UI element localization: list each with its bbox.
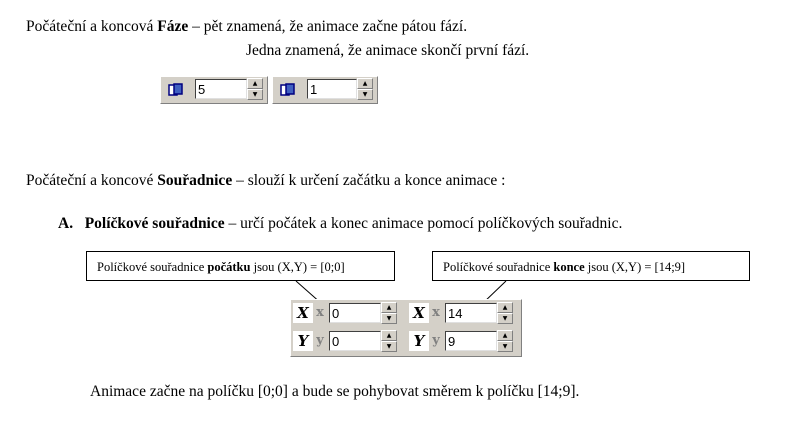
item-a-suffix: – určí počátek a konec animace pomocí políčkových souřadnic. xyxy=(224,215,623,232)
spin-up-icon[interactable]: ▲ xyxy=(357,78,373,89)
spin-down-icon[interactable]: ▼ xyxy=(381,341,397,352)
spin-up-icon[interactable]: ▲ xyxy=(247,78,263,89)
coords-text-suffix: – slouží k určení začátku a konce animace : xyxy=(232,172,506,189)
phase-description-line2: Jedna znamená, že animace skončí první fází. xyxy=(246,42,530,59)
callout-left-suffix: jsou (X,Y) = [0;0] xyxy=(250,260,345,274)
y-axis-small-label: y xyxy=(432,333,440,348)
end-x-input[interactable]: 14 xyxy=(445,303,497,323)
start-x-spinner[interactable] xyxy=(381,302,397,324)
callout-right-bold: konce xyxy=(553,260,585,274)
spin-up-icon[interactable]: ▲ xyxy=(381,330,397,341)
callout-right-prefix: Políčkové souřadnice xyxy=(443,260,554,274)
item-a-marker: A. xyxy=(58,215,74,232)
end-phase-input[interactable]: 1 xyxy=(307,79,357,99)
x-axis-small-label: x xyxy=(432,305,440,320)
spin-up-icon[interactable]: ▲ xyxy=(497,302,513,313)
phase-text-bold: Fáze xyxy=(157,18,189,35)
start-phase-input[interactable]: 5 xyxy=(195,79,247,99)
start-phase-spinner[interactable] xyxy=(247,78,263,100)
coords-text-bold: Souřadnice xyxy=(157,172,233,189)
end-phase-spinner[interactable] xyxy=(357,78,373,100)
callout-right-suffix: jsou (X,Y) = [14;9] xyxy=(584,260,686,274)
start-y-input[interactable]: 0 xyxy=(329,331,381,351)
phase-description xyxy=(26,18,467,36)
phase-text-suffix: – pět znamená, že animace začne pátou fází. xyxy=(188,18,468,35)
spin-down-icon[interactable]: ▼ xyxy=(381,313,397,324)
spin-down-icon[interactable]: ▼ xyxy=(497,313,513,324)
coords-description xyxy=(26,172,505,190)
x-axis-big-label: X xyxy=(409,303,429,323)
callout-left-prefix: Políčkové souřadnice xyxy=(97,260,208,274)
end-phase-control xyxy=(272,76,378,104)
item-a-bold: Políčkové souřadnice xyxy=(84,215,225,232)
end-y-input[interactable]: 9 xyxy=(445,331,497,351)
x-axis-big-label: X xyxy=(293,303,313,323)
end-x-spinner[interactable] xyxy=(497,302,513,324)
spin-down-icon[interactable]: ▼ xyxy=(497,341,513,352)
y-axis-big-label: Y xyxy=(293,331,313,351)
x-axis-small-label: x xyxy=(316,305,324,320)
item-a xyxy=(58,215,622,233)
end-y-spinner[interactable] xyxy=(497,330,513,352)
spin-down-icon[interactable]: ▼ xyxy=(357,89,373,100)
end-coords-callout xyxy=(432,251,750,281)
spin-up-icon[interactable]: ▲ xyxy=(497,330,513,341)
y-axis-big-label: Y xyxy=(409,331,429,351)
phase-text-prefix: Počáteční a koncová xyxy=(26,18,158,35)
start-y-spinner[interactable] xyxy=(381,330,397,352)
coords-text-prefix: Počáteční a koncové xyxy=(26,172,158,189)
start-phase-control xyxy=(160,76,268,104)
spin-up-icon[interactable]: ▲ xyxy=(381,302,397,313)
phase-frames-icon xyxy=(275,79,301,101)
start-coords-callout xyxy=(86,251,395,281)
start-x-input[interactable]: 0 xyxy=(329,303,381,323)
spin-down-icon[interactable]: ▼ xyxy=(247,89,263,100)
y-axis-small-label: y xyxy=(316,333,324,348)
coords-controls-panel xyxy=(290,299,522,357)
phase-frames-icon xyxy=(163,79,189,101)
footer-text: Animace začne na políčku [0;0] a bude se pohybovat směrem k políčku [14;9]. xyxy=(90,383,580,400)
callout-left-bold: počátku xyxy=(207,260,251,274)
